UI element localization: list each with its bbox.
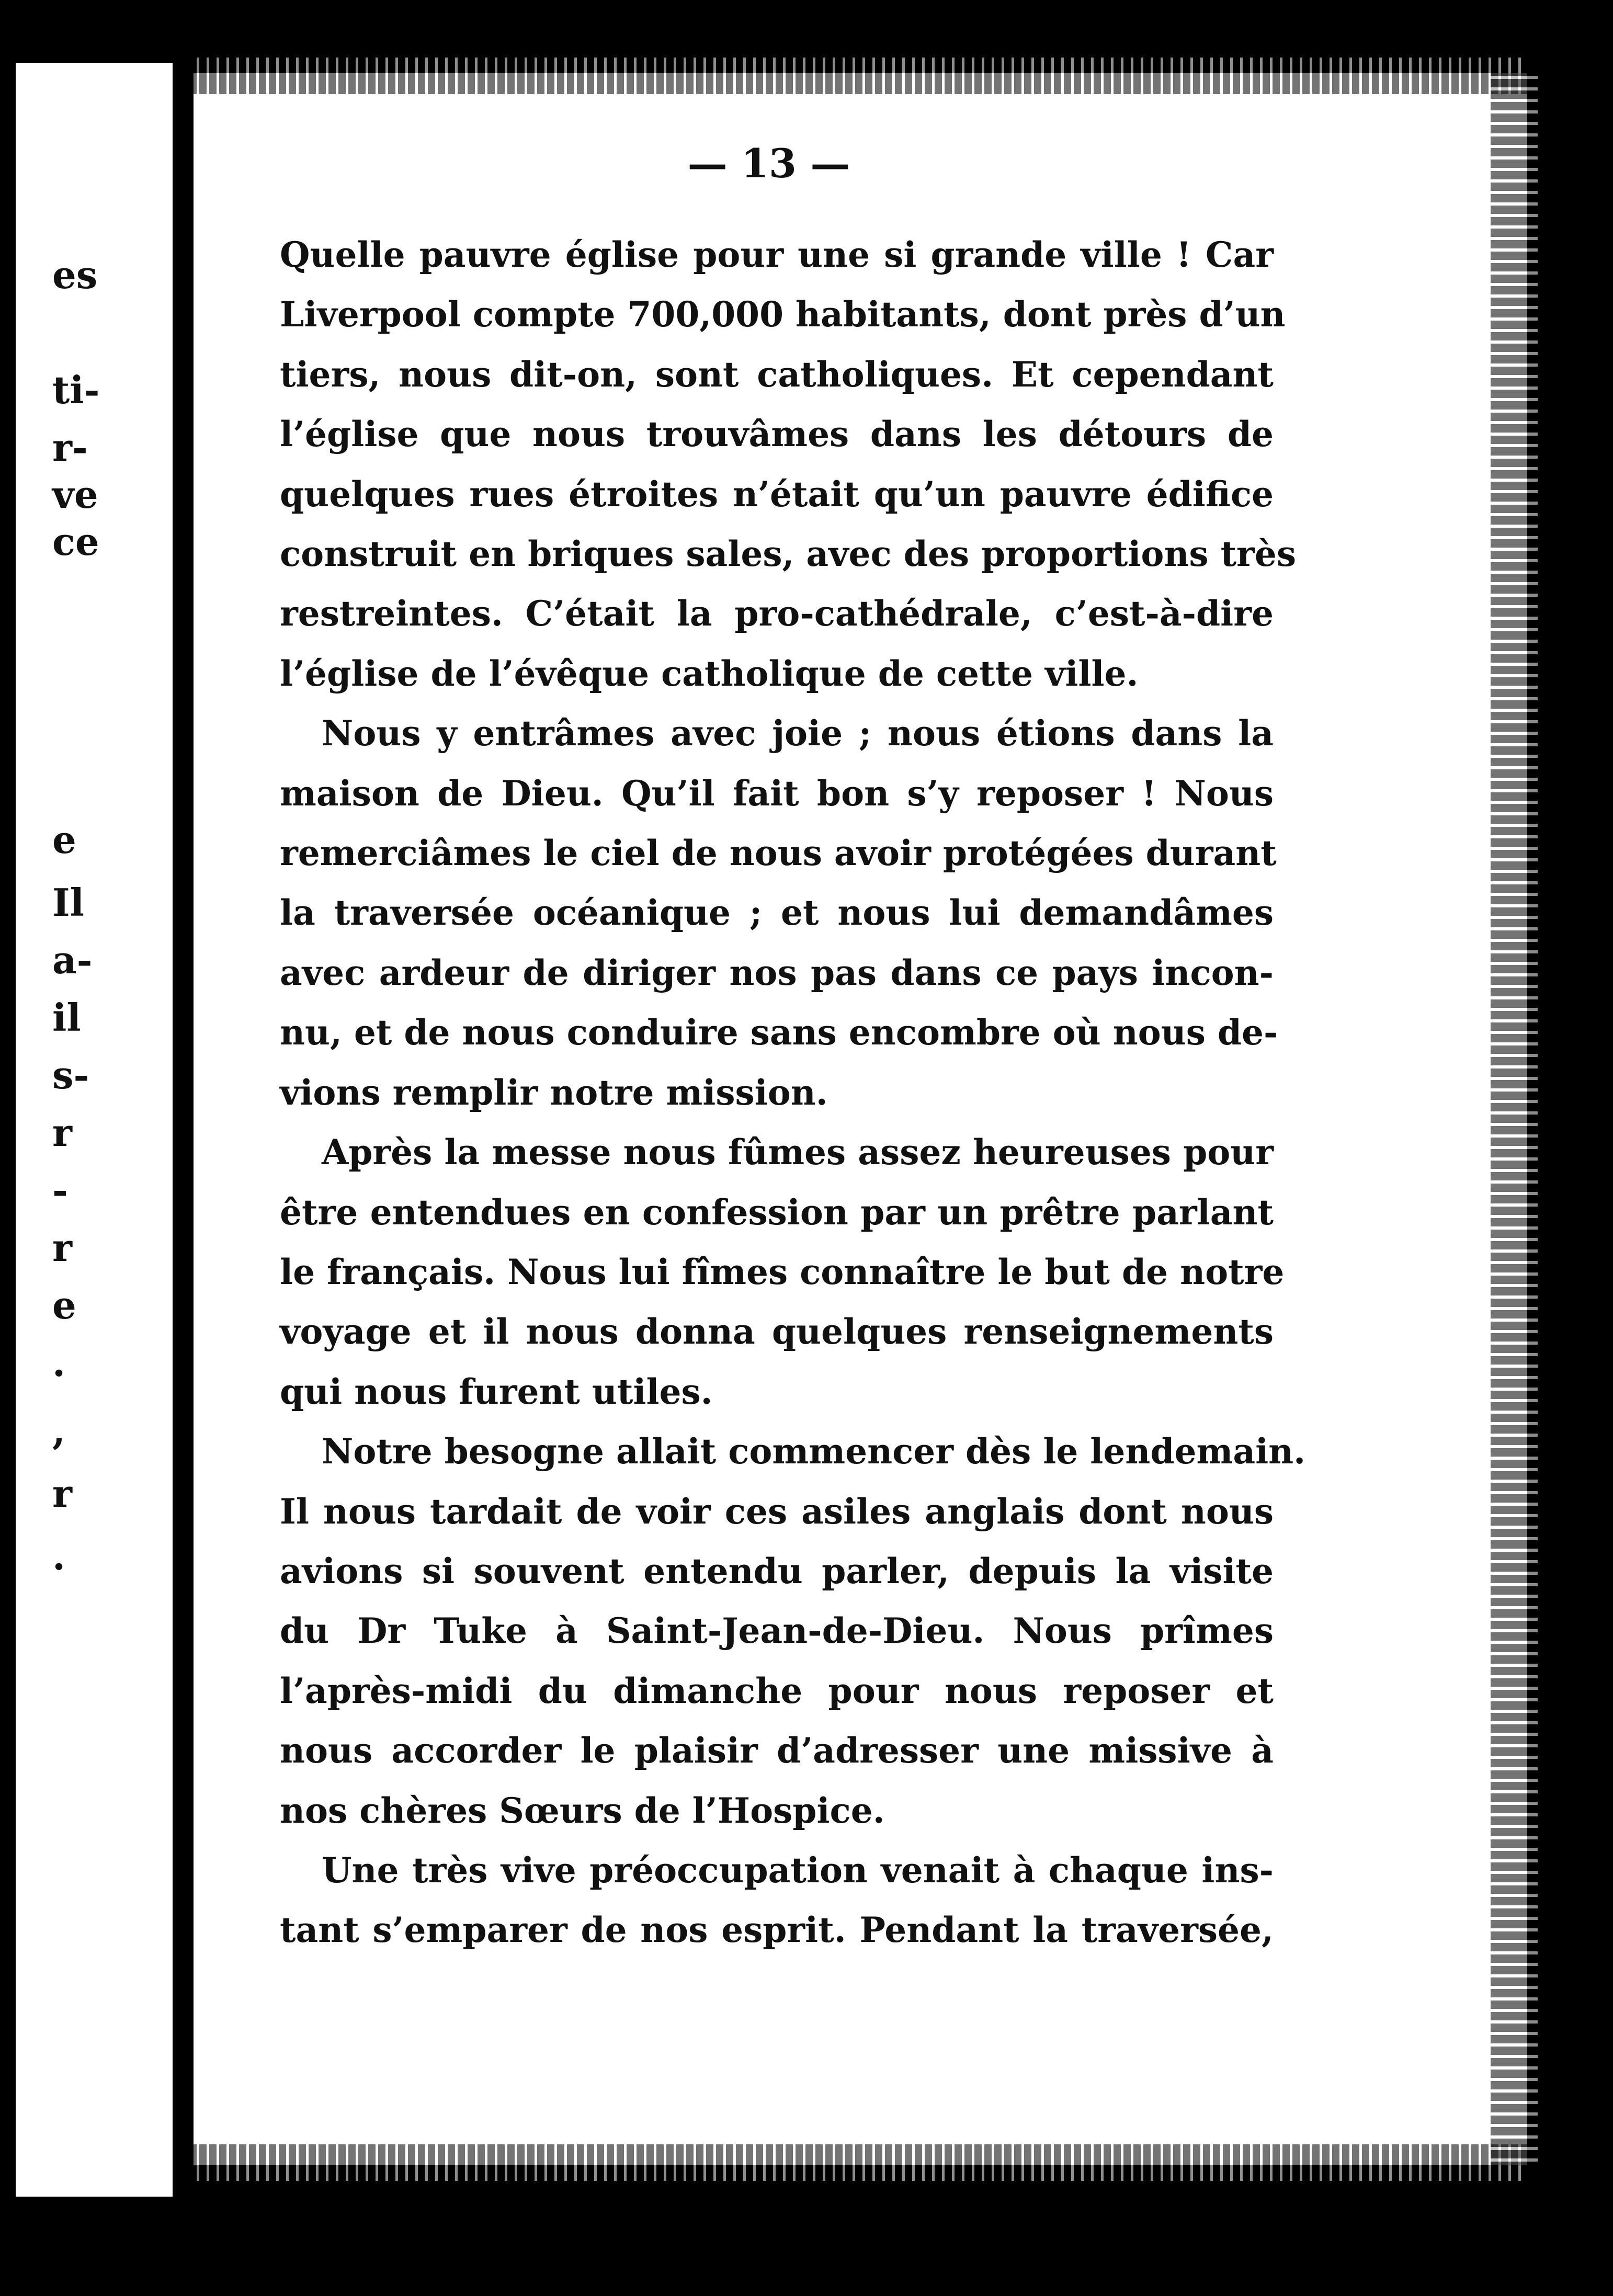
previous-page-fragment: ti- [52,368,100,412]
text-line: l’église de l’évêque catholique de cette ville. [280,653,1139,694]
previous-page-fragment: e [52,817,76,862]
previous-page-fragment: , [52,1408,66,1453]
text-line: la traversée océanique ; et nous lui demandâmes [280,892,1274,934]
text-line: restreintes. C’était la pro-cathédrale, c’est-à-dire [280,593,1274,634]
previous-page-strip [16,63,178,2197]
previous-page-fragment: s- [52,1053,89,1097]
paragraph-1 [280,225,1296,703]
text-line: remerciâmes le ciel de nous avoir protégées durant [280,833,1277,874]
text-line: construit en briques sales, avec des proportions très [280,533,1296,575]
text-line: Après la messe nous fûmes assez heureuses pour [322,1132,1274,1173]
page-number: — 13 — [687,140,850,187]
text-line: du Dr Tuke à Saint-Jean-de-Dieu. Nous prîmes [280,1610,1274,1652]
page-edge-bottom [194,2144,1527,2181]
text-line: voyage et il nous donna quelques renseignements [280,1311,1274,1352]
text-line: tant s’emparer de nos esprit. Pendant la traversée, [280,1909,1274,1951]
paragraph-3 [280,1122,1285,1422]
text-line: nous accorder le plaisir d’adresser une missive à [280,1730,1274,1771]
text-line: avions si souvent entendu parler, depuis la visite [280,1550,1274,1592]
text-line: vions remplir notre mission. [280,1072,828,1113]
previous-page-fragment: r [52,1110,72,1155]
text-line: être entendues en confession par un prêtre parlant [280,1191,1274,1233]
previous-page-fragment: a- [52,938,93,982]
page-edge-right [1491,73,1538,2165]
text-line: l’église que nous trouvâmes dans les détours de [280,414,1274,455]
text-line: l’après-midi du dimanche pour nous reposer et [280,1670,1274,1711]
text-line: le français. Nous lui fîmes connaître le but de notre [280,1251,1285,1292]
previous-page-fragment: ce [52,519,99,564]
page-edge-top [194,58,1527,94]
previous-page-fragment: ve [52,472,98,517]
paragraph-4 [280,1422,1306,1840]
text-line: Notre besogne allait commencer dès le lendemain. [322,1431,1306,1472]
body-text [280,225,1306,1960]
text-line: Il nous tardait de voir ces asiles anglais dont nous [280,1491,1274,1532]
previous-page-fragment: il [52,995,81,1040]
previous-page-fragment: . [52,1340,66,1385]
previous-page-fragment: r- [52,425,88,470]
text-line: maison de Dieu. Qu’il fait bon s’y reposer ! Nous [280,772,1274,814]
text-line: quelques rues étroites n’était qu’un pauvre édifice [280,473,1274,515]
text-line: tiers, nous dit-on, sont catholiques. Et cependant [280,354,1274,395]
previous-page-fragment: es [52,253,98,297]
text-line: Liverpool compte 700,000 habitants, dont près d’un [280,294,1286,335]
previous-page-fragment: r [52,1225,72,1270]
previous-page-fragment: e [52,1283,76,1327]
paragraph-5 [280,1840,1274,1960]
text-line: Nous y entrâmes avec joie ; nous étions dans la [322,713,1274,754]
paragraph-2 [280,703,1278,1122]
previous-page-fragment: - [52,1168,68,1212]
text-line: nos chères Sœurs de l’Hospice. [280,1790,885,1831]
previous-page-fragment: . [52,1534,66,1578]
text-line: Quelle pauvre église pour une si grande ville ! Car [280,234,1274,275]
previous-page-fragment: r [52,1471,72,1516]
text-line: qui nous furent utiles. [280,1371,713,1412]
previous-page-fragment: Il [52,880,85,925]
text-line: Une très vive préoccupation venait à chaque ins- [322,1849,1274,1891]
text-line: avec ardeur de diriger nos pas dans ce pays incon- [280,952,1274,993]
text-line: nu, et de nous conduire sans encombre où nous de- [280,1012,1278,1053]
